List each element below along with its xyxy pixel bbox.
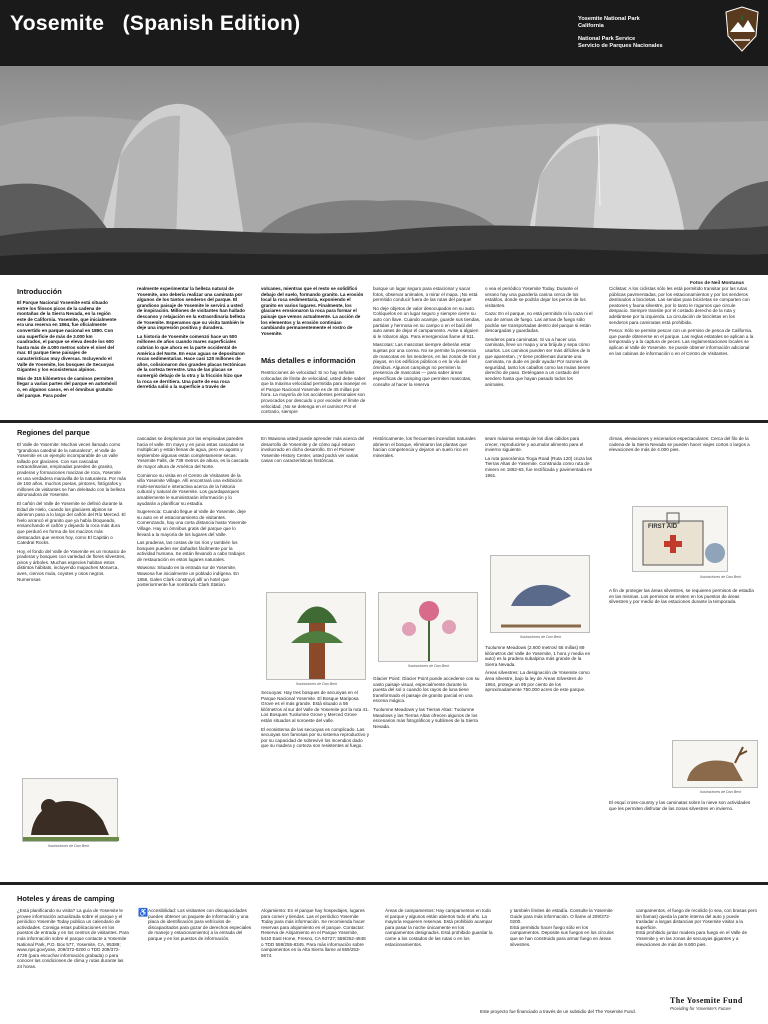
agency-name-spanish: Servicio de Parques Nacionales xyxy=(578,43,663,49)
park-info xyxy=(578,16,663,50)
intro-paragraph: o vea el periódico Yosemite Today. Durante el verano hay una guardería canina cerca de los establos, donde se podrán dejar los perros de los visitantes. xyxy=(485,286,586,308)
intro-column-5 xyxy=(485,286,593,390)
regions-paragraph: Áreas silvestres: La designación de Yosemite como área silvestre, bajo la ley de Áreas Silvestres de 1964, protege un 95 por ciento de los aproximadamente 750.000 acres de este parque. xyxy=(485,670,590,693)
regions-paragraph: Tuolumne Meadows y las Tierras Altas: Tuolumne Meadows y las Tierras Altas ofrecen algunos de los escenarios más fotográficos y sublimes de la Sierra Nevada. xyxy=(373,706,478,729)
intro-paragraph: Senderos para caminatas: Si va a hacer una caminata, lleve un mapa y una brújula y sepa cómo usarlos. Los caminos pueden ser más difíciles de lo que aparentan. ¡Y tiene problemas durante una caminata, no dude en pedir ayuda! Por razones de seguridad, tanto los caballos como las mulas tienen derecho de paso. Deténgase a un costado del sendero hasta que hayan pasado todos los animales. xyxy=(485,336,591,387)
lodging-heading: Hoteles y áreas de camping xyxy=(17,894,115,903)
intro-column-3 xyxy=(261,286,367,339)
intro-paragraph: Más de 315 kilómetros de caminos permiten llegar a varias partes del parque en automóvil o, en algunos casos, en el ómnibus gratuito del parque. Para poder xyxy=(17,375,117,398)
intro-heading: Introducción xyxy=(17,287,62,296)
regions-paragraph: Wawona: Situado en la entrada sur de Yosemite, Wawona fue inicialmente un poblado indígena. En 1856, Galen Clark construyó allí un hotel que posteriormente fue nombrado Clark Station. xyxy=(137,565,239,588)
page-title: Yosemite (Spanish Edition) xyxy=(10,12,301,35)
intro-paragraph: No deje objetos de valor desocupados en su auto. Colóquelos en un lugar seguro y siempre cierre su auto con llave. Cuando acampe, guarde sus tiendas, partidas y hermosa en su campo o en el baúl del auto antes de dejar el campamento. Avise a alguien si le robaron algo. Para emergencias llame al 911. xyxy=(373,305,481,339)
regions-column-6b xyxy=(609,588,757,608)
page-header xyxy=(0,0,768,66)
photo-credit: Fotos de Neil Montanus xyxy=(690,281,745,286)
illustration-credit: Ilustraciones de Dan Berk xyxy=(700,575,742,579)
sequoia-illustration xyxy=(266,592,366,680)
lodging-column-4: Áreas de campamentos: Hay campamentos en todo el parque y algunos están abiertos todo el año. La mayoría requieren reservas. Está prohibido acampar para pasar la noche únicamente en los campamentos designados. Está prohibido guardar la carne a los costados de las rutas o en los estacionamientos. xyxy=(385,908,493,947)
regions-paragraph: El cañón del Valle de Yosemite se definió durante la Edad de Hielo, cuando los glaciares alpinos se abrieron paso a lo largo del cañón del Río Merced. El hielo arrancó el granito que ya había bloqueado, ensanchando el cañón y dejando la roca más dura que perduró en forma de los macizos más destacados que vemos hoy, como El Capitán o Catedral Rocks. xyxy=(17,500,126,546)
section-divider xyxy=(0,882,768,885)
nps-arrowhead-logo xyxy=(724,6,760,52)
intro-column-6 xyxy=(609,286,755,359)
illustration-credit: Ilustraciones de Dan Berk xyxy=(700,790,742,794)
regions-paragraph: En Wawona usted puede aprender más acerca del desarrollo de Yosemite y de cómo aquí estuvo involucrado en dicho desarrollo. En el Pioneer Yosemite History Center, usted podrá ver varias casas con características históricas. xyxy=(261,436,365,464)
flower-illustration xyxy=(378,592,478,662)
lodging-column-5: y también límites de estadía. Consulte la Yosemite Guide para más información. O llame al 209/372-0200. Está permitido hacer fuego sólo en los campamentos. Deposite sus fuegos en los círculos que se han construido para armar fuego en áreas silvestres. xyxy=(510,908,614,947)
intro-paragraph: busque un lugar seguro para estacionar y sacar fotos, observar animales, o mirar el mapa. ¡No está permitido conducir fuera de las rutas del parque! xyxy=(373,286,478,303)
speed-restrictions-text xyxy=(261,370,367,418)
regions-column-1 xyxy=(17,442,127,585)
regions-column-3b xyxy=(261,690,369,752)
lodging-column-2: Accesibilidad: Los visitantes con discapacidades pueden obtener un paquete de información y una placa de identificación para vehículos de discapacitados para gozar de derechos especiales de manejo y estacionamiento) a la entrada del parque y en los puestos de información. xyxy=(148,908,252,941)
agency-name: National Park Service xyxy=(578,36,636,42)
illustration-credit: Ilustraciones de Dan Berk xyxy=(520,635,562,639)
intro-paragraph: realmente experimentar la belleza natural de Yosemite, uno debería realizar una caminata por algunos de los tantos senderos del parque. El grandioso paisaje de Yosemite le servirá a usted de inspiración. Millones de visitantes han hallado descanso y relajación en la extraordinaria belleza de Yosemite. Esperamos que su visita también le deje una impresión positiva y duradera. xyxy=(137,286,246,331)
intro-paragraph: Ciclistas: A los ciclistas sólo les está permitido transitar por las rutas públicas pavimentadas, por los estacionamientos y por los senderos destinados a bicicletas. Las sendas para bicicletas se comparten con peatones y fauna silvestre, por lo tanto le rogamos que circule despacio. Siempre transite por el costado derecho de la ruta y adelántese por la izquierda. La circulación de bicicletas en los senderos para caminatas está prohibida. xyxy=(609,286,750,325)
illustration-credit: Ilustraciones de Dan Berk xyxy=(48,844,90,848)
regions-heading: Regiones del parque xyxy=(17,428,90,437)
bear-illustration xyxy=(22,778,118,842)
regions-paragraph: Secuoyas: Hay tres bosques de secuoyas en el Parque Nacional Yosemite. El Bosque Mariposa Grove es el más grande. Está situado a 56 kilómetros al sur del Valle de Yosemite por la ruta 41. Los Bosques Tuolumne Grove y Merced Grove están situados al noroeste del valle. xyxy=(261,690,369,723)
intro-paragraph: Mascotas: Las mascotas siempre deberán estar sujetas por una correa. No se permite la presencia de mascotas en los senderos, en las zonas de ríos y playas, en los edificios públicos o en la vía del ómnibus. Algunos campings no permiten la presencia de mascotas — para saber áreas específicas de camping que permiten mascotas, consulte al hacer la reserva xyxy=(373,342,480,387)
regions-column-3 xyxy=(261,436,369,467)
regions-paragraph: Comience su visita en el Centro de Visitantes de la villa Yosemite Village. Allí encontrará una exhibición multi-sensorial e interactiva acerca de la historia cultural y natural de Yosemite. Los guardaparques amablemente le suministrarán información y lo ayudarán a planificar su estadía. xyxy=(137,472,243,506)
regions-paragraph: Históricamente, los frecuentes incendios naturales abrieron el bosque, eliminaron las plantas que hacían competencia y dejaron un suelo rico en minerales. xyxy=(373,436,476,458)
intro-paragraph: La historia de Yosemite comenzó hace un 500 millones de años cuando mares superficiales cubrían lo que ahora es la parte occidental de América del Norte. En esas aguas se depositaron rocas sedimentarias. Hace casi 120 millones de años, colisionaron dos grandes placas tectónicas de la corteza terrestre. Una de las placas se sumergió debajo de la otra y la fricción hizo que la roca se derritiera. Una parte de esa roca derretida salió a la superficie a través de xyxy=(137,333,246,390)
regions-paragraph: Glacier Point: Glacier Point puede accederse con su vasto paisaje visual, especialmente durante la puesta del sol o cuando los rayos de luna tiene transformado el paisaje de granito parcial en una escena mágica. xyxy=(373,676,480,704)
lodging-column-1: ¿Está planificando su visita? La guía de Yosemite le provee información actualizada sobre el parque y el periódico Yosemite Today publica un calendario de actividades. Consiga estas publicaciones en los puestos de entrada y en los centros de visitantes. Para más información sobre el parque contacte a Yosemite National Park, P.O. Box 577, Yosemite, CA, 95389; www.nps.gov/yose, 209/372-0200 o TDD 209/372-4726 (para escuchar información grabada) o para conocer las condiciones de clima y rutas durante las 24 horas. xyxy=(17,908,129,969)
intro-column-4 xyxy=(373,286,481,390)
regions-column-6 xyxy=(609,436,757,456)
deer-illustration xyxy=(672,740,758,788)
regions-paragraph: Sugerencia: Cuando llegue al Valle de Yosemite, deje su auto en el estacionamiento de visitantes. Comenzando, hay una corta distancia hasta Yosemite Village. Hay un ómnibus gratis del parque que lo llevará a la mayoría de los lugares del Valle. xyxy=(137,509,247,537)
regions-column-2 xyxy=(137,436,249,591)
park-name: Yosemite National Park xyxy=(578,16,640,22)
first-aid-label: FIRST AID xyxy=(648,524,678,530)
park-state: California xyxy=(578,23,604,29)
regions-column-6c xyxy=(609,800,757,814)
wheelchair-icon: ♿ xyxy=(138,908,148,917)
regions-paragraph: seam máxima ventaja de los días cálidos para crecer, reproducirse y acumular alimento para el invierno siguiente. xyxy=(485,436,584,453)
regions-paragraph: Hoy, el fondo del Valle de Yosemite es un mosaico de praderas y bosques con variedad de flores silvestres, pinos y árboles. Muchas especies habitan estos distintos hábitats, incluyendo mapaches Monarca, aves, ciervos mula, coyotes y osos negros. Numerosas xyxy=(17,548,126,582)
logo-wordmark: The Yosemite Fund xyxy=(670,996,743,1005)
yosemite-valley-photo xyxy=(0,66,768,275)
illustration-credit: Ilustraciones de Dan Berk xyxy=(408,664,450,668)
logo-tagline: Providing for Yosemite's Future xyxy=(670,1006,731,1011)
regions-paragraph: El esquí cross-country y las caminatas sobre la nieve son actividades que les permiten disfrutar de las zonas silvestres en invierno. xyxy=(609,800,751,811)
regions-paragraph: climas, elevaciones y escenarios espectaculares. Cerca del filo de la cadena de la Sierra Nevada se pueden hacer viajes cortos o largos a elevaciones de más de 4.000 pies. xyxy=(609,436,750,453)
regions-paragraph: El Valle de Yosemite: Muchas veces llamado como "grandiosa catedral de la naturaleza", el Valle de Yosemite es un ejemplo incomparable de un valle tallado por glaciares. Con sus cascadas extraordinarias, empinadas paredes de granito, praderas y formaciones macizas de roca, Yosemite es una verdadera maravilla de la naturaleza. Por más de 150 años, muchos poetas, pintores, fotógrafos y millones de visitantes se han deleitado con la belleza abrumadora de Yosemite. xyxy=(17,442,127,498)
regions-paragraph: Tuolumne Meadows (2.600 metros/ 55 millas) 89 kilómetros del Valle de Yosemite, 1 hora y media en auto) es la pradera subalpina más grande de la Sierra Nevada. xyxy=(485,645,591,667)
regions-column-5b xyxy=(485,645,593,696)
lodging-column-6: campamentos, el fuego de recolido (o sea, con brasas pero sin llamas) queda la parte interna del auto y puede trasladar a largas distancias por Yosemite visitar a la superficie. Está prohibido juntar madera para fuego en el Valle de Yosemite y en las zonas de secuoyas gigantes y a elevaciones de más de 9.600 pies. xyxy=(636,908,758,947)
regions-paragraph: El ecosistema de las secuoyas es complicado. Las secuoyas son famosas por su sistema reproductivo y por su capacidad de sobrevivir los incendios dado que su madera y corteza son resistentes al fuego. xyxy=(261,726,370,749)
regions-paragraph: Las praderas, las costas de los ríos y también los bosques pueden ser dañados fácilmente por la actividad humana. Se están llevando a cabo trabajos de restauración en estos lugares naturales. xyxy=(137,540,245,562)
regions-paragraph: cascadas se desploman por las empinadas paredes hacia el valle. En mayo y en junio estas cascadas se multiplican y están llenas de agua, pero en agosto y septiembre algunas están completamente secas. Yosemite Falls, de 739 metros de altura, es la cascada de mayor altura de América del Norte. xyxy=(137,436,249,469)
regions-column-4 xyxy=(373,436,481,461)
intro-paragraph: Restricciones de velocidad: Si no hay señales colocadas de límite de velocidad, usted debe saber que la máxima velocidad permitida para manejar en el Parque Nacional Yosemite es de 45 millas por hora. La mayoría de los accidentes personales son provocados por descuido o por exceder el límite de velocidad. ¡No se detenga en el camino! Por el contrario, siempre xyxy=(261,370,367,415)
intro-column-1 xyxy=(17,300,117,401)
intro-column-2 xyxy=(137,286,247,393)
intro-paragraph: volcanes, mientras que el resto se solidificó debajo del suelo, formando granito. La erosión local la roca sedimentaria, exponiendo el granito en varios lugares. Finalmente, los glaciares erosionaron la roca para formar el paisaje que vemos actualmente. La acción de los elementos y la erosión continúan cambiando permanentemente el rostro de Yosemite. xyxy=(261,286,364,336)
regions-paragraph: La ruta panorámica Tioga Road (Ruta 120) cruza las Tierras Altas de Yosemite. Construida como ruta de minero en 1882-83, fue rectificada y pavimentada en 1961. xyxy=(485,455,593,478)
regions-paragraph: A fin de proteger las áreas silvestres, se requieren permisos de estadía en las mismas. Los permisos se emiten en los puestos de áreas silvestres y por medio de las estaciones durante la temporada. xyxy=(609,588,754,605)
intro-paragraph: El Parque Nacional Yosemite está situado entre los filosos picos de la cadena de montañas de la Sierra Nevada, en la región este de California. Yosemite, que inicialmente era una reserva en 1864, fue oficialmente convertido en parque nacional en 1890. Con una superficie de más de 3.000 km cuadrados, el parque se eleva desde los 600 hasta más de 4.000 metros sobre el nivel del mar. El parque tiene paisajes de características muy diversas. Incluyendo el Valle de Yosemite, los bosques de Secuoyas Gigantes y los ecosistemas alpinos. xyxy=(17,300,117,373)
first-aid-kit-illustration xyxy=(632,506,728,572)
intro-paragraph: Pesca: Sólo se permite pescar con un permiso de pesca de California, que puede obtenerse en el parque. Las reglas estatales se aplican a la temporada y a la captura de peces. Las reglamentaciones locales se aplican al Valle de Yosemite. Se puede obtener información adicional en las cabinas de información o en el Centro de Visitantes. xyxy=(609,328,754,356)
section-divider xyxy=(0,420,768,423)
bird-illustration xyxy=(490,555,590,633)
yosemite-fund-logo xyxy=(670,996,762,1011)
regions-column-5 xyxy=(485,436,593,481)
more-details-heading: Más detalles e información xyxy=(261,356,356,365)
illustration-credit: Ilustraciones de Dan Berk xyxy=(296,682,338,686)
funding-note: Este proyecto fue financiado a través de un subsidio del The Yosemite Fund. xyxy=(480,1009,636,1014)
lodging-column-3: Alojamiento: En el parque hay hospedajes, lugares para comer y tiendas. Las el periódico Yosemite Today para más información. Se recomienda hacer reservas para alojamiento en el parque. Contactar: Reserva de Alojamiento en el Parque Yosemite, 5410 East Home, Fresno, CA 93727; 559/252-4848 o TDD 559/255-8345. Para más información sobre campamentos en la Alta Sierra llame al 559/253-5674. xyxy=(261,908,366,958)
intro-paragraph: Caza: En el parque, no está permitido ni la caza ni el uso de armas de fuego. Las armas de fuego sólo podrán ser transportadas dentro del parque si están descargadas y guardadas. xyxy=(485,311,593,334)
regions-column-4b xyxy=(373,676,481,732)
